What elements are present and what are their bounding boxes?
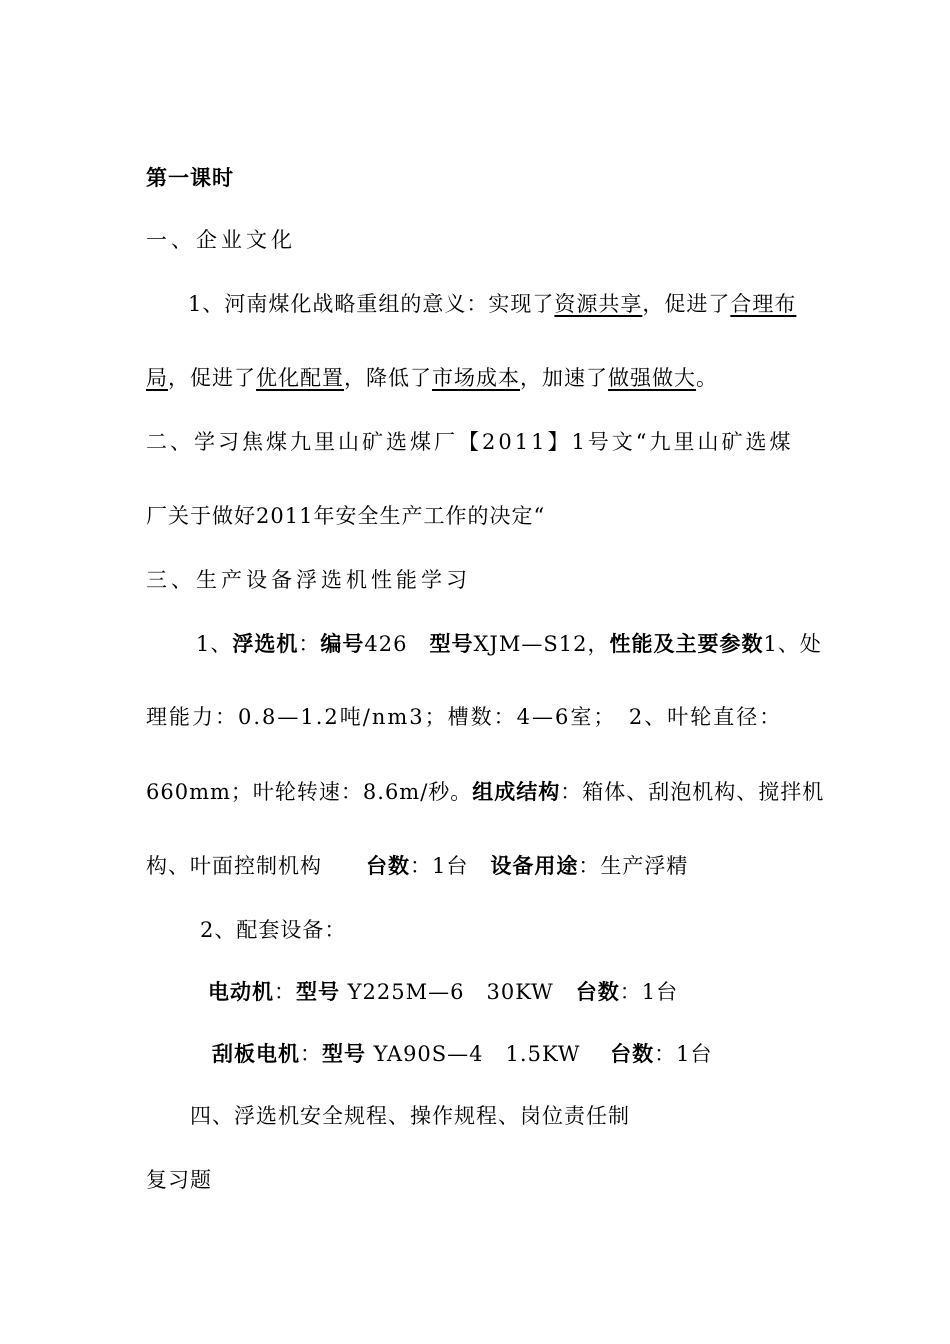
text: Y225M—6 30KW — [340, 980, 576, 1004]
text: ：1台 — [654, 1042, 713, 1066]
bold-term: 刮板电机 — [212, 1041, 300, 1066]
text: ：1台 — [410, 854, 491, 878]
text: ：1台 — [619, 980, 679, 1004]
text: 。 — [696, 366, 718, 390]
bold-term: 台数 — [366, 853, 410, 878]
section-4-heading: 四、浮选机安全规程、操作规程、岗位责任制 — [190, 1104, 630, 1128]
text: ，促进了 — [168, 366, 256, 390]
bold-term: 台数 — [575, 979, 620, 1004]
text: ： — [274, 980, 296, 1004]
text: 1、处 — [763, 632, 822, 656]
item-1-line-3 — [146, 778, 824, 806]
section-2-line-1: 二、学习焦煤九里山矿选煤厂【2011】1号文“九里山矿选煤 — [146, 430, 794, 454]
item-number: 1、 — [196, 632, 233, 656]
bold-term: 组成结构 — [472, 779, 561, 804]
text: ，加速了 — [520, 366, 608, 390]
underlined-term: 市场成本 — [432, 366, 520, 390]
text: ：箱体、刮泡机构、搅拌机 — [560, 780, 825, 804]
item-1-line-1 — [196, 630, 822, 658]
section-1-heading: 一、企业文化 — [146, 228, 296, 252]
bold-term: 编号 — [320, 631, 365, 656]
bold-term: 型号 — [296, 979, 340, 1004]
scraper-motor-spec-line — [212, 1040, 713, 1068]
underlined-term: 局 — [146, 366, 168, 390]
underlined-term: 优化配置 — [256, 366, 344, 390]
bold-term: 电动机 — [208, 979, 274, 1004]
text: 构、叶面控制机构 — [146, 854, 366, 878]
item-1-line-2: 理能力：0.8—1.2吨/nm3；槽数：4—6室； 2、叶轮直径： — [146, 705, 783, 729]
underlined-term: 资源共享 — [554, 292, 643, 316]
bold-term: 性能及主要参数 — [609, 631, 764, 656]
text: ，促进了 — [642, 292, 731, 316]
section-1-paragraph-line-2 — [146, 364, 718, 392]
text: ：生产浮精 — [578, 854, 689, 878]
text: 1、河南煤化战略重组的意义：实现了 — [188, 292, 555, 316]
text: ： — [300, 1042, 322, 1066]
item-1-line-4 — [146, 852, 688, 880]
review-questions-label: 复习题 — [146, 1168, 212, 1192]
bold-term: 型号 — [322, 1041, 366, 1066]
underlined-term: 做强做大 — [608, 366, 696, 390]
text: 426 — [364, 632, 430, 656]
bold-term: 台数 — [610, 1041, 655, 1066]
lesson-title: 第一课时 — [146, 165, 234, 190]
section-2-line-2: 厂关于做好2011年安全生产工作的决定“ — [146, 504, 546, 528]
bold-term: 型号 — [429, 631, 474, 656]
text: ，降低了 — [344, 366, 432, 390]
text: ： — [298, 632, 321, 656]
underlined-term: 合理布 — [730, 292, 797, 316]
section-3-heading: 三、生产设备浮选机性能学习 — [146, 568, 471, 592]
section-1-paragraph-line-1 — [188, 290, 796, 318]
bold-term: 设备用途 — [490, 853, 579, 878]
text: YA90S—4 1.5KW — [366, 1042, 611, 1066]
item-2-heading: 2、配套设备： — [200, 918, 347, 942]
motor-spec-line — [208, 978, 678, 1006]
text: XJM—S12， — [473, 632, 610, 656]
bold-term: 浮选机 — [232, 631, 299, 656]
text: 660mm；叶轮转速：8.6m/秒。 — [146, 780, 473, 804]
